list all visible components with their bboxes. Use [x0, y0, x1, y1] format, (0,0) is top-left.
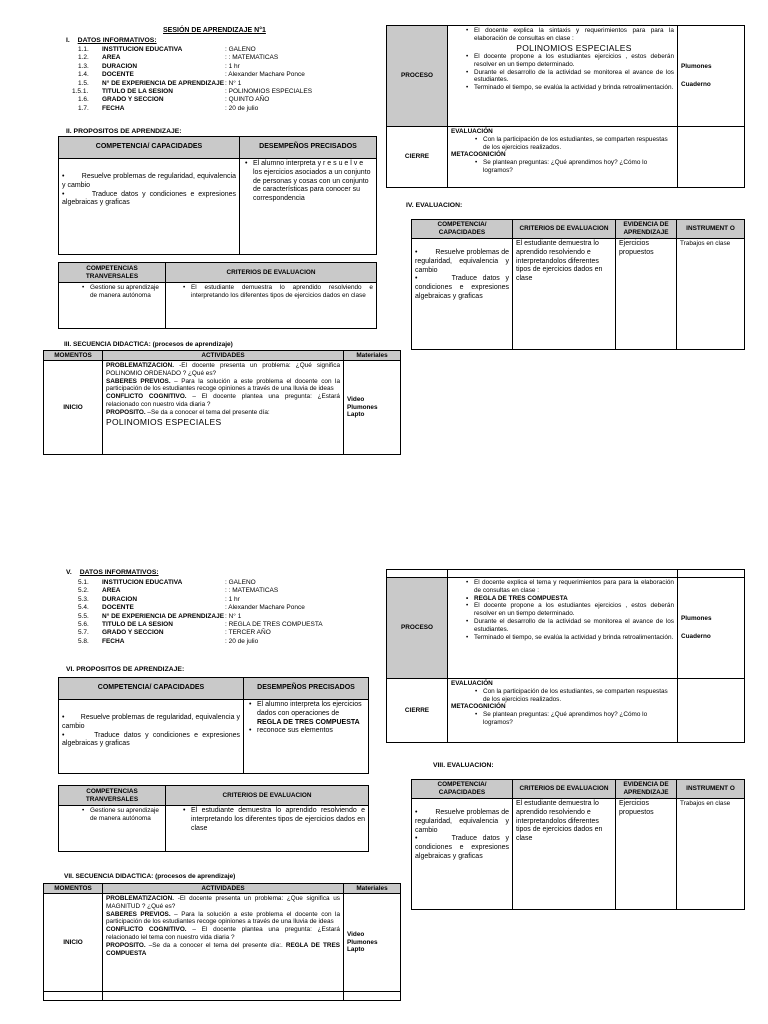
- criterios-header: CRITERIOS DE EVALUACION: [166, 263, 377, 283]
- info-value: : : MATEMATICAS: [225, 54, 279, 62]
- material-item: Plumones: [347, 938, 378, 946]
- criterio-item: • El estudiante demuestra lo aprendido resolviendo e interpretando los diferentes tipos de ejercicios dados en clase: [191, 284, 373, 300]
- activity-item: CONFLICTO COGNITIVO. – El docente plantea una pregunta: ¿Estará relacionado lel tema con nuestro vida diaria ?: [106, 926, 340, 942]
- info-label: TITULO DE LA SESION: [102, 88, 173, 95]
- ev-competencia-header: COMPETENCIA/ CAPACIDADES: [412, 220, 513, 239]
- activity-item: PROBLEMATIZACION. -El docente presenta un problema: ¿Que significa us MAGNITUD ? ¿Qué es?: [106, 895, 340, 910]
- ev-competencia-item: • Traduce datos y condiciones e expresiones algebraicas y graficas: [415, 835, 509, 860]
- info-number: 1.7.: [78, 104, 89, 112]
- moment-cierre: CIERRE: [387, 679, 448, 743]
- evaluation-label: EVALUACIÓN: [451, 128, 493, 135]
- desempenos-header: DESEMPEÑOS PRECISADOS: [240, 137, 377, 159]
- process-item: • Durante el desarrollo de la actividad se monitorea el avance de los estudiantes.: [474, 69, 674, 85]
- process-item: • El docente explica la sintaxis y requerimientos para para la elaboración de consultas en clase : POLINOMIOS ESPECIALES: [474, 27, 674, 53]
- momentos-header: MOMENTOS: [44, 884, 103, 894]
- process-table: [386, 569, 745, 743]
- activity-item: PROPOSITO. –Se da a conocer el tema del presente día:. REGLA DE TRES COMPUESTA: [106, 941, 340, 957]
- transversal-table: [58, 785, 369, 852]
- material-item: Video: [347, 395, 365, 403]
- info-label: DURACION: [102, 595, 138, 603]
- empty-cell: [448, 570, 678, 578]
- ev-competencia-header: COMPETENCIA/ CAPACIDADES: [412, 780, 513, 799]
- info-label: DOCENTE: [102, 71, 134, 79]
- ev-evidencia-header: EVIDENCIA DE APRENDIZAJE: [616, 220, 677, 239]
- criterios-cell: [166, 283, 377, 329]
- competencia-cell: [59, 159, 240, 255]
- materiales-header: Materiales: [344, 884, 401, 894]
- transversal-header: COMPETENCIAS TRANVERSALES: [59, 263, 166, 283]
- info-value: : GALENO: [225, 46, 256, 53]
- transversal-cell: [59, 806, 166, 852]
- info-number: 5.6.: [78, 621, 89, 628]
- section-iii-heading: III. SECUENCIA DIDACTICA: (procesos de aprendizaje): [64, 341, 233, 348]
- competencia-cell: [59, 700, 244, 774]
- competencia-item: • Traduce datos y condiciones e expresiones algebraicas y graficas: [62, 190, 236, 207]
- info-label: DURACION: [102, 62, 138, 70]
- info-number: 5.5.: [78, 612, 89, 620]
- info-value: : 20 de julio: [225, 637, 259, 645]
- evaluation-item: • Con la participación de los estudiantes, se comparten respuestas de los ejercicios realizados.: [483, 688, 674, 704]
- desempenos-header: DESEMPEÑOS PRECISADOS: [244, 678, 369, 700]
- info-value: : POLINOMIOS ESPECIALES: [225, 88, 313, 95]
- competencia-header: COMPETENCIA/ CAPACIDADES: [59, 137, 240, 159]
- material-item: Plumones: [681, 615, 712, 623]
- closing-materials: [678, 127, 745, 188]
- purpose-table: [58, 136, 377, 255]
- closing-activities: [448, 679, 678, 743]
- material-item: Plumones: [681, 63, 712, 71]
- process-item: • El docente explica el tema y requerimientos para para la elaboración de consultas en clase :: [474, 579, 674, 595]
- ev-evidencia-cell: Ejercicios propuestos: [616, 799, 677, 910]
- info-number: 1.4.: [78, 71, 89, 79]
- info-value: : 1 hr: [225, 595, 240, 603]
- info-number: 1.3.: [78, 62, 89, 70]
- info-value: : 1 hr: [225, 62, 240, 70]
- section-i-heading: [66, 37, 157, 44]
- section-v-heading: [66, 569, 159, 576]
- section-vi-heading: VI. PROPOSITOS DE APRENDIZAJE:: [66, 666, 185, 673]
- section-label: DATOS INFORMATIVOS:: [77, 37, 157, 44]
- ev-competencia-cell: [412, 799, 513, 910]
- section-number: I.: [66, 37, 70, 44]
- material-item: Plumones: [347, 403, 378, 411]
- activities-cell: [103, 361, 344, 455]
- ev-competencia-cell: [412, 239, 513, 350]
- criterio-item: • El estudiante demuestra lo aprendido resolviendo e interpretando los diferentes tipos de ejercicios dados en clase: [191, 807, 365, 833]
- info-number: 5.7.: [78, 629, 89, 637]
- info-number: 5.1.: [78, 579, 89, 586]
- empty-cell: [387, 570, 448, 578]
- closing-materials: [678, 679, 745, 743]
- process-item: • El docente propone a los estudiantes ejercicios , estos deberán resolver en un tiempo determinado.: [474, 53, 674, 69]
- info-value: : TERCER AÑO: [225, 629, 271, 637]
- info-value: : Alexander Machare Ponce: [225, 71, 305, 79]
- material-item: Lapto: [347, 411, 365, 419]
- ev-evidencia-header: EVIDENCIA DE APRENDIZAJE: [616, 780, 677, 799]
- info-value: : GALENO: [225, 579, 256, 586]
- activities-cell: [103, 894, 344, 992]
- empty-cell: [44, 992, 103, 1001]
- materials-cell: [344, 361, 401, 455]
- session-title: SESIÓN DE APRENDIZAJE N°1: [163, 27, 266, 34]
- metacognition-label: METACOGNICIÓN: [451, 703, 506, 711]
- activity-item: PROBLEMATIZACION. -El docente presenta un problema: ¿Qué significa POLINOMIO ORDENADO ? ¿Qué es?: [106, 362, 340, 377]
- info-value: : 20 de julio: [225, 104, 259, 112]
- moment-inicio: INICIO: [44, 894, 103, 992]
- empty-cell: [344, 992, 401, 1001]
- metacognition-item: • Se plantean preguntas: ¿Qué aprendimos hoy? ¿Cómo lo logramos?: [483, 711, 674, 727]
- closing-activities: [448, 127, 678, 188]
- material-item: Cuaderno: [681, 81, 711, 88]
- ev-competencia-item: • Resuelve problemas de regularidad, equivalencia y cambio: [415, 809, 509, 834]
- activity-item: CONFLICTO COGNITIVO. – El docente plantea una pregunta: ¿Estará relacionado con nuestro vida diaria ?: [106, 393, 340, 409]
- competencia-item: • Traduce datos y condiciones e expresiones algebraicas y graficas: [62, 731, 240, 748]
- info-number: 5.4.: [78, 604, 89, 612]
- info-label: DOCENTE: [102, 604, 134, 612]
- transversal-item: • Gestione su aprendizaje de manera autónoma: [90, 284, 162, 300]
- transversal-header: COMPETENCIAS TRANVERSALES: [59, 786, 166, 806]
- desempeno-item: • El alumno interpreta y r e s u e l v e los ejercicios asociados a un conjunto de personas y cosas con un conjunto de características para conocer su correspondencia: [253, 160, 373, 204]
- actividades-header: ACTIVIDADES: [103, 884, 344, 894]
- info-number: 5.2.: [78, 587, 89, 595]
- actividades-header: ACTIVIDADES: [103, 351, 344, 361]
- evaluation-table: [411, 779, 745, 910]
- info-value: : REGLA DE TRES COMPUESTA: [225, 621, 323, 628]
- info-label: INSTITUCION EDUCATIVA: [102, 579, 183, 586]
- activity-item: SABERES PREVIOS. – Para la solución a este problema el docente con la participación de los estudiantes recoge opiniones a través de una lluvia de ideas: [106, 910, 341, 926]
- momentos-header: MOMENTOS: [44, 351, 103, 361]
- info-label: INSTITUCION EDUCATIVA: [102, 46, 183, 53]
- purpose-table: [58, 677, 369, 774]
- info-label: TITULO DE LA SESION: [102, 621, 173, 628]
- process-item: • Terminado el tiempo, se evalúa la actividad y brinda retroalimentación.: [474, 634, 674, 642]
- activity-topic: POLINOMIOS ESPECIALES: [106, 416, 222, 427]
- section-label: DATOS INFORMATIVOS:: [79, 569, 159, 576]
- competencia-item: • Resuelve problemas de regularidad, equivalencia y cambio: [62, 714, 240, 730]
- activity-topic: REGLA DE TRES COMPUESTA: [106, 941, 340, 957]
- competencia-item: • Resuelve problemas de regularidad, equivalencia y cambio: [62, 173, 236, 189]
- material-item: Cuaderno: [681, 633, 711, 640]
- info-label: GRADO Y SECCION: [102, 96, 164, 104]
- process-item: • El docente propone a los estudiantes ejercicios , estos deberán resolver en un tiempo determinado.: [474, 602, 674, 618]
- moment-cierre: CIERRE: [387, 127, 448, 188]
- section-iv-heading: IV. EVALUACION:: [406, 202, 463, 209]
- sequence-table: [43, 350, 401, 455]
- moment-inicio: INICIO: [44, 361, 103, 455]
- info-label: AREA: [102, 587, 121, 595]
- info-number: 1.2.: [78, 54, 89, 62]
- desempeno-item: • El alumno interpreta los ejercicios dados con operaciones de REGLA DE TRES COMPUESTA: [257, 701, 365, 727]
- activity-item: PROPOSITO. –Se da a conocer el tema del presente día: POLINOMIOS ESPECIALES: [106, 409, 340, 427]
- info-number: 1.5.: [78, 79, 89, 87]
- process-topic: POLINOMIOS ESPECIALES: [516, 42, 632, 53]
- evaluation-label: EVALUACIÓN: [451, 680, 493, 687]
- info-label: GRADO Y SECCION: [102, 629, 164, 637]
- evaluation-item: • Con la participación de los estudiantes, se comparten respuestas de los ejercicios realizados.: [483, 136, 674, 152]
- moment-proceso: PROCESO: [387, 578, 448, 679]
- info-value: : QUINTO AÑO: [225, 96, 270, 104]
- info-value: : : MATEMATICAS: [225, 587, 279, 595]
- info-value: : Alexander Machare Ponce: [225, 604, 305, 612]
- process-materials: [678, 26, 745, 127]
- ev-instrumento-cell: Trabajos en clase: [677, 799, 745, 910]
- metacognition-item: • Se plantean preguntas: ¿Qué aprendimos hoy? ¿Cómo lo logramos?: [483, 159, 674, 175]
- ev-evidencia-cell: Ejercicios propuestos: [616, 239, 677, 350]
- info-value: : N° 1: [225, 612, 242, 620]
- process-item: • Durante el desarrollo de la actividad se monitorea el avance de los estudiantes.: [474, 618, 674, 634]
- material-item: Lapto: [347, 946, 365, 954]
- ev-instrumento-header: INSTRUMENT O: [677, 780, 745, 799]
- info-label: FECHA: [102, 637, 125, 645]
- info-label: AREA: [102, 54, 121, 62]
- metacognition-label: METACOGNICIÓN: [451, 151, 506, 159]
- process-item: • REGLA DE TRES COMPUESTA: [474, 595, 674, 603]
- process-materials: [678, 578, 745, 679]
- transversal-item: • Gestione su aprendizaje de manera autónoma: [90, 807, 162, 823]
- evaluation-table: [411, 219, 745, 350]
- criterios-header: CRITERIOS DE EVALUACION: [166, 786, 369, 806]
- material-item: Video: [347, 930, 365, 938]
- info-number: 1.5.1.: [72, 88, 89, 95]
- transversal-table: [58, 262, 377, 329]
- process-activities: [448, 26, 678, 127]
- ev-criterios-header: CRITERIOS DE EVALUACION: [513, 780, 616, 799]
- competencia-header: COMPETENCIA/ CAPACIDADES: [59, 678, 244, 700]
- section-viii-heading: VIII. EVALUACION:: [433, 762, 494, 769]
- info-number: 5.3.: [78, 595, 89, 603]
- ev-instrumento-header: INSTRUMENT O: [677, 220, 745, 239]
- info-label: N° DE EXPERIENCIA DE APRENDIZAJE: [102, 612, 225, 620]
- info-number: 5.8.: [78, 637, 89, 645]
- ev-instrumento-cell: Trabajos en clase: [677, 239, 745, 350]
- info-label: FECHA: [102, 104, 125, 112]
- desempeno-item: • reconoce sus elementos: [257, 727, 365, 736]
- sequence-table: [43, 883, 401, 1001]
- moment-proceso: PROCESO: [387, 26, 448, 127]
- info-label: N° DE EXPERIENCIA DE APRENDIZAJE: [102, 79, 225, 87]
- ev-criterios-header: CRITERIOS DE EVALUACION: [513, 220, 616, 239]
- process-activities: [448, 578, 678, 679]
- ev-competencia-item: • Resuelve problemas de regularidad, equivalencia y cambio: [415, 249, 509, 274]
- desempeno-cell: [240, 159, 377, 255]
- ev-criterio-cell: El estudiante demuestra lo aprendido resolviendo e interpretandolos diferentes tipos de ejercicios dados en clase: [513, 799, 616, 910]
- info-number: 1.6.: [78, 96, 89, 104]
- empty-cell: [678, 570, 745, 578]
- section-ii-heading: II. PROPOSITOS DE APRENDIZAJE:: [66, 128, 182, 135]
- materials-cell: [344, 894, 401, 992]
- ev-competencia-item: • Traduce datos y condiciones e expresiones algebraicas y graficas: [415, 275, 509, 300]
- materiales-header: Materiales: [344, 351, 401, 361]
- transversal-cell: [59, 283, 166, 329]
- desempeno-cell: [244, 700, 369, 774]
- info-number: 1.1.: [78, 46, 89, 53]
- criterios-cell: [166, 806, 369, 852]
- process-item: • Terminado el tiempo, se evalúa la actividad y brinda retroalimentación.: [474, 84, 674, 92]
- activity-item: SABERES PREVIOS. – Para la solución a este problema el docente con la participación de los estudiantes recoge opiniones a través de una lluvia de ideas: [106, 377, 341, 393]
- info-value: : N° 1: [225, 79, 242, 87]
- section-number: V.: [66, 569, 72, 576]
- section-vii-heading: VII. SECUENCIA DIDACTICA: (procesos de aprendizaje): [64, 873, 236, 880]
- ev-criterio-cell: El estudiante demuestra lo aprendido resolviendo e interpretandolos diferentes tipos de ejercicios dados en clase: [513, 239, 616, 350]
- empty-cell: [103, 992, 344, 1001]
- process-table: [386, 25, 745, 188]
